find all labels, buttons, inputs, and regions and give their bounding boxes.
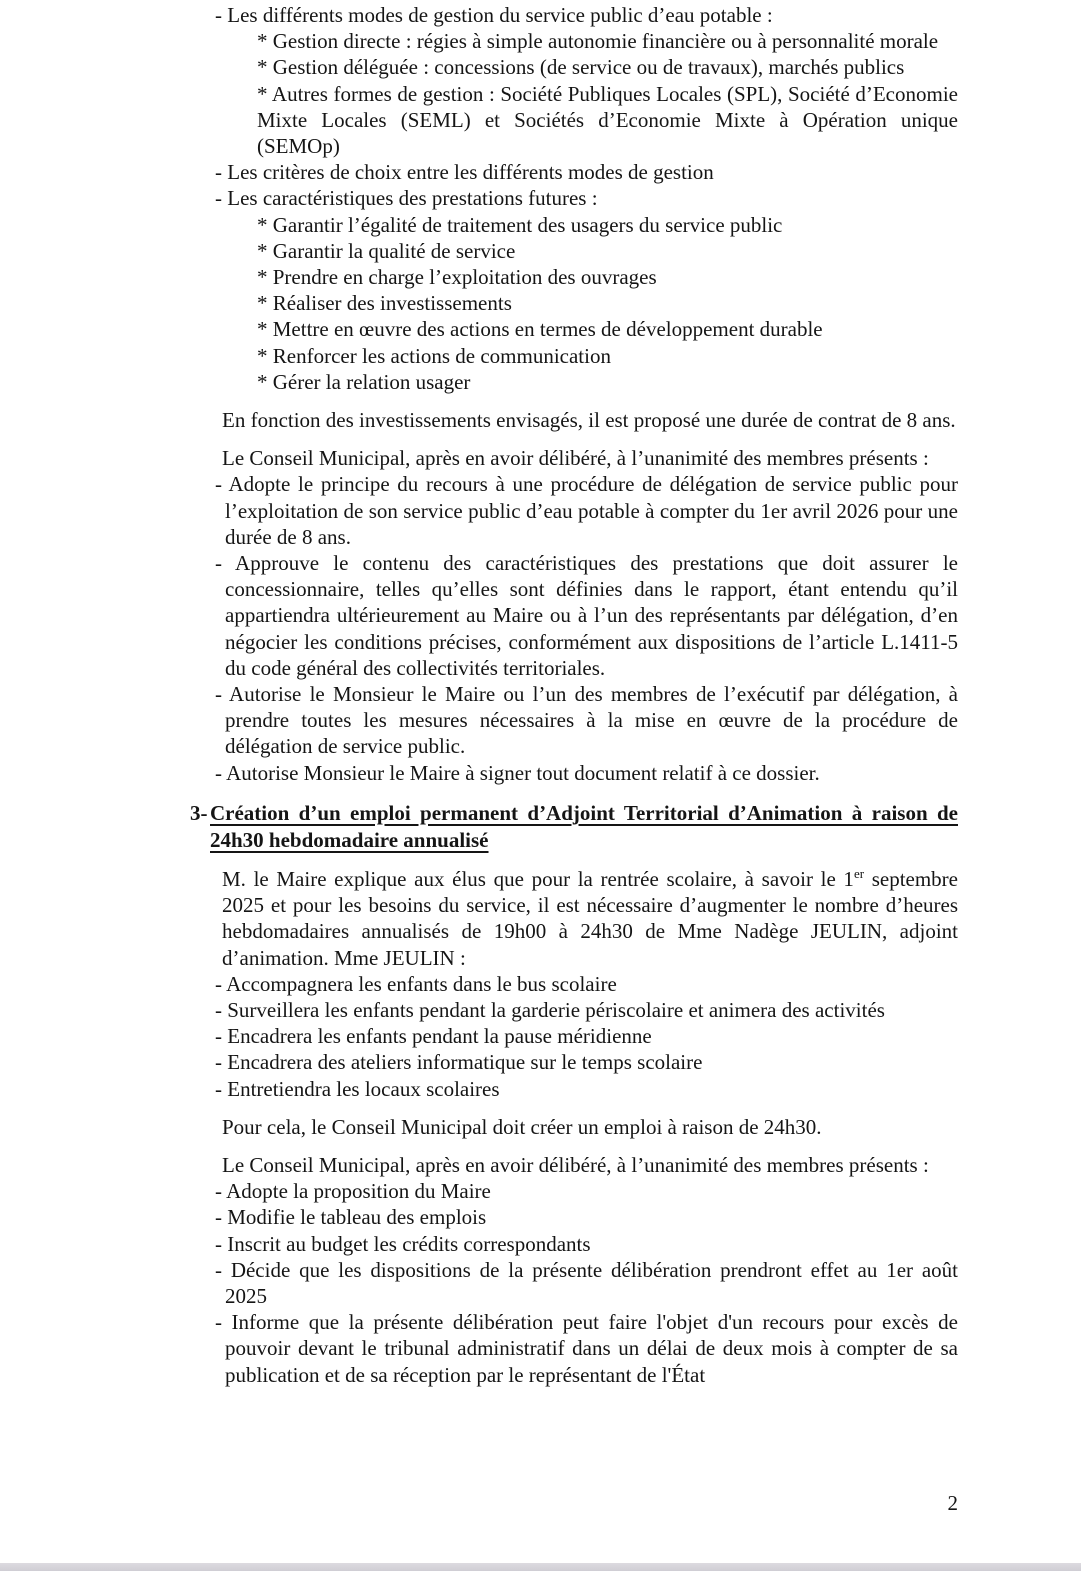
list-item-dash: - Les caractéristiques des prestations futures : xyxy=(215,186,598,211)
bottom-bar xyxy=(0,1563,1081,1571)
list-item-dash: - Informe que la présente délibération peut faire l'objet d'un recours pour excès de pouvoir devant le tribunal administratif dans un délai de deux mois à compter de sa publication et de sa réception par le représentant de l'État xyxy=(215,1310,958,1387)
list-item-dash: - Les différents modes de gestion du service public d’eau potable : xyxy=(215,3,773,27)
list-item-dash: - Accompagnera les enfants dans le bus scolaire xyxy=(215,971,617,996)
list-item-asterisk: * Prendre en charge l’exploitation des ouvrages xyxy=(257,265,657,290)
list-item-dash: - Surveillera les enfants pendant la garderie périscolaire et animera des activités xyxy=(215,997,885,1022)
list-item-asterisk: * Garantir la qualité de service xyxy=(257,238,516,263)
paragraph: Le Conseil Municipal, après en avoir délibéré, à l’unanimité des membres présents : xyxy=(222,1152,929,1177)
list-item-asterisk: * Gestion directe : régies à simple autonomie financière ou à personnalité morale xyxy=(257,29,939,54)
list-item-dash: - Encadrera des ateliers informatique sur le temps scolaire xyxy=(215,1050,703,1075)
list-item-dash: - Entretiendra les locaux scolaires xyxy=(215,1076,500,1101)
list-item-dash: - Adopte le principe du recours à une procédure de délégation de service public pour l’exploitation de son service public d’eau potable à compter du 1er avril 2026 pour une durée de 8 ans. xyxy=(215,472,958,549)
list-item-asterisk: * Réaliser des investissements xyxy=(257,291,512,316)
section-number: 3- xyxy=(190,800,208,825)
list-item-asterisk: * Renforcer les actions de communication xyxy=(257,343,611,368)
list-item-dash: - Inscrit au budget les crédits correspondants xyxy=(215,1231,591,1256)
list-item-asterisk: * Gestion déléguée : concessions (de service ou de travaux), marchés publics xyxy=(257,55,905,80)
list-item-asterisk: * Garantir l’égalité de traitement des usagers du service public xyxy=(257,212,783,237)
list-item-dash: - Approuve le contenu des caractéristiques des prestations que doit assurer le concessionnaire, telles qu’elles sont définies dans le rapport, étant entendu qu’il appartiendra ultérieurement au Maire ou à l’un des représentants par délégation, d’en négocier les conditions précises, conformément aux dispositions de l’article L.1411-5 du code général des collectivités territoriales. xyxy=(215,551,958,680)
list-item-asterisk: * Mettre en œuvre des actions en termes de développement durable xyxy=(257,317,823,342)
list-item-dash: - Les critères de choix entre les différents modes de gestion xyxy=(215,160,714,185)
paragraph: En fonction des investissements envisagés, il est proposé une durée de contrat de 8 ans. xyxy=(222,408,956,433)
section-heading xyxy=(190,800,958,854)
list-item-dash: - Modifie le tableau des emplois xyxy=(215,1205,487,1230)
page-number: 2 xyxy=(947,1491,958,1515)
list-item-dash: - Décide que les dispositions de la présente délibération prendront effet au 1er août 2025 xyxy=(215,1257,958,1308)
document-page xyxy=(190,2,958,1388)
section-title: Création d’un emploi permanent d’Adjoint Territorial d’Animation à raison de 24h30 hebdomadaire annualisé xyxy=(210,800,958,852)
paragraph: M. le Maire explique aux élus que pour la rentrée scolaire, à savoir le 1er septembre 2025 et pour les besoins du service, il est nécessaire d’augmenter le nombre d’heures hebdomadaires annualisés de 19h00 à 24h30 de Mme Nadège JEULIN, adjoint d’animation. Mme JEULIN : xyxy=(222,865,958,970)
superscript-ordinal: er xyxy=(853,865,865,881)
list-item-asterisk: * Gérer la relation usager xyxy=(257,369,471,394)
list-item-dash: - Autorise Monsieur le Maire à signer tout document relatif à ce dossier. xyxy=(215,760,820,785)
list-item-dash: - Adopte la proposition du Maire xyxy=(215,1179,491,1204)
list-item-dash: - Autorise le Monsieur le Maire ou l’un des membres de l’exécutif par délégation, à prendre toutes les mesures nécessaires à la mise en œuvre de la procédure de délégation de service public. xyxy=(215,682,958,759)
list-item-asterisk: * Autres formes de gestion : Société Publiques Locales (SPL), Société d’Economie Mixte Locales (SEML) et Sociétés d’Economie Mixte à Opération unique (SEMOp) xyxy=(257,81,958,159)
paragraph: Pour cela, le Conseil Municipal doit créer un emploi à raison de 24h30. xyxy=(222,1114,822,1139)
paragraph: Le Conseil Municipal, après en avoir délibéré, à l’unanimité des membres présents : xyxy=(222,446,929,471)
list-item-dash: - Encadrera les enfants pendant la pause méridienne xyxy=(215,1024,652,1049)
